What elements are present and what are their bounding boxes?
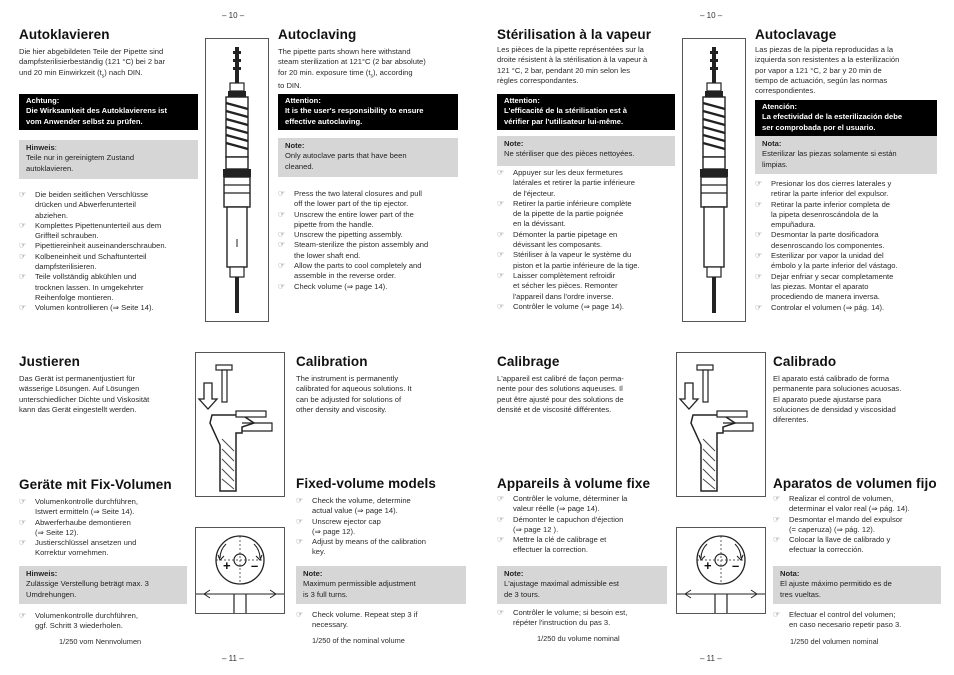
list-item: ☞ Stériliser à la vapeur le système du piston et la partie inférieure de la tige.: [497, 250, 640, 270]
list-item: ☞ Volumen kontrollieren (⇒ Seite 14).: [19, 303, 154, 313]
list-item: ☞ Laisser complètement refroidir et sécher les pièces. Remonter l'appareil dans l'ordre inverse.: [497, 270, 618, 301]
hand-pointer-icon: ☞: [278, 261, 286, 271]
section-title: Appareils à volume fixe: [497, 476, 651, 491]
note-box: Note: L'ajustage maximal admissible est de 3 tours.: [497, 566, 667, 604]
hand-pointer-icon: ☞: [497, 229, 505, 239]
list-item: ☞ Volumenkontrolle durchführen, ggf. Schritt 3 wiederholen.: [19, 611, 139, 631]
hand-pointer-icon: ☞: [773, 610, 781, 619]
hand-pointer-icon: ☞: [497, 168, 505, 177]
list-item: ☞ Contrôler le volume (⇒ page 14).: [497, 301, 625, 311]
minus-label: –: [732, 558, 740, 573]
section-title: Stérilisation à la vapeur: [497, 27, 652, 42]
hand-pointer-icon: ☞: [19, 517, 27, 527]
minus-label: –: [251, 558, 259, 573]
hand-pointer-icon: ☞: [19, 497, 27, 506]
list-item: ☞ Démonter la partie pipetage en dévissant les composants.: [497, 229, 618, 250]
footnote: 1/250 du volume nominal: [537, 634, 620, 643]
hand-pointer-icon: ☞: [278, 189, 286, 198]
calibration-text: The instrument is permanently calibrated for aqueous solutions. It can be adjusted for solutions of other density and viscosity.: [296, 374, 412, 414]
page-number: – 10 –: [700, 11, 723, 20]
list-item: ☞ Adjust by means of the calibration key.: [296, 537, 426, 557]
hand-pointer-icon: ☞: [755, 199, 763, 209]
hand-pointer-icon: ☞: [19, 190, 27, 199]
warning-box: Atención: La efectividad de la esterilización debe ser comprobada por el usuario.: [755, 100, 937, 136]
calibration-figure: [195, 352, 285, 497]
section-title: Autoclaving: [278, 27, 357, 42]
step-list: [278, 189, 463, 292]
list-item: ☞ Volumenkontrolle durchführen, Istwert ermitteln (⇒ Seite 14).: [19, 497, 139, 517]
list-item: ☞ Unscrew the pipetting assembly.: [278, 230, 403, 240]
list-item: ☞ Justierschlüssel ansetzen und Korrektur vornehmen.: [19, 538, 137, 558]
list-item: ☞ Démonter le capuchon d'éjection (⇒ page 12 ).: [497, 514, 624, 534]
list-item: ☞ Esterilizar por vapor la unidad del émbolo y la parte inferior del vástago.: [755, 251, 898, 271]
list-item: ☞ Presionar los dos cierres laterales y retirar la parte inferior del expulsor.: [755, 179, 892, 199]
list-item: ☞ Dejar enfriar y secar completamente las piezas. Montar el aparato procediendo de manera inversa.: [755, 271, 894, 302]
warning-box: Achtung: Die Wirksamkeit des Autoklavierens ist vom Anwender selbst zu prüfen.: [19, 94, 198, 130]
hand-pointer-icon: ☞: [497, 270, 505, 280]
note-box: Nota: El ajuste máximo permitido es de tres vueltas.: [773, 566, 941, 604]
list-item: ☞ Colocar la llave de calibrado y efectuar la corrección.: [773, 535, 891, 555]
hand-pointer-icon: ☞: [278, 240, 286, 250]
intro-text: The pipette parts shown here withstand steam sterilization at 121°C (2 bar absolute) for 20 min. exposure time $(t_s)$, according to DIN.: [278, 47, 426, 91]
hand-pointer-icon: ☞: [296, 516, 304, 526]
calibration-text: Das Gerät ist permanentjustiert für wässerige Lösungen. Auf Lösungen unterschiedlicher Dichte und Viskosität kann das Gerät eingestellt werden.: [19, 374, 150, 414]
hand-pointer-icon: ☞: [19, 241, 27, 251]
list-item: ☞ Unscrew the entire lower part of the pipette from the handle.: [278, 209, 414, 229]
step-list: [19, 190, 199, 314]
section-title: Aparatos de volumen fijo: [773, 476, 937, 491]
intro-text: Las piezas de la pipeta reproducidas a la izquierda son resistentes a la esterilización por vapor a 121 °C, 2 bar y 20 min de tiempo de actuación, según las normas correspondientes.: [755, 45, 900, 96]
hand-pointer-icon: ☞: [497, 494, 505, 503]
hand-pointer-icon: ☞: [278, 230, 286, 240]
section-title: Calibration: [296, 354, 368, 369]
footnote: 1/250 of the nominal volume: [312, 636, 405, 645]
step-list: [296, 610, 476, 631]
step-list: [296, 496, 476, 558]
intro-text: Les pièces de la pipette représentées sur la droite résistent à la stérilisation à la vapeur à 121 °C, 2 bar, pendant 20 min selon les règles correspondantes.: [497, 45, 648, 85]
list-item: ☞ Desmontar el mando del expulsor (= caperuza) (⇒ pág. 12).: [773, 514, 903, 534]
list-item: ☞ Check volume (⇒ page 14).: [278, 281, 388, 291]
step-list: [19, 611, 199, 632]
hand-pointer-icon: ☞: [296, 610, 304, 619]
list-item: ☞ Allow the parts to cool completely and assemble in the reverse order.: [278, 261, 422, 281]
page-number: – 11 –: [222, 654, 244, 663]
hand-pointer-icon: ☞: [497, 198, 505, 208]
hand-pointer-icon: ☞: [755, 230, 763, 240]
section-title: Calibrado: [773, 354, 837, 369]
hand-pointer-icon: ☞: [497, 301, 505, 311]
list-item: ☞ Contrôler le volume, déterminer la valeur réelle (⇒ page 14).: [497, 494, 628, 514]
step-list: [497, 168, 677, 312]
list-item: ☞ Realizar el control de volumen, determinar el valor real (⇒ pág. 14).: [773, 494, 910, 514]
intro-text: Die hier abgebildeten Teile der Pipette sind dampfsterilisierbeständig (121 °C) bei 2 bar und 20 min Einwirkzeit $(t_s)$ nach DIN.: [19, 47, 166, 80]
section-title: Justieren: [19, 354, 80, 369]
plus-label: +: [704, 558, 712, 573]
hand-pointer-icon: ☞: [773, 494, 781, 503]
list-item: ☞ Teile vollständig abkühlen und trocknen lassen. In umgekehrter Reihenfolge montieren.: [19, 272, 144, 302]
section-title: Autoklavieren: [19, 27, 110, 42]
hand-pointer-icon: ☞: [755, 302, 763, 312]
hand-pointer-icon: ☞: [19, 272, 27, 282]
calibration-text: El aparato está calibrado de forma permanente para soluciones acuosas. El aparato puede ajustarse para soluciones de densidad y viscosidad diferentes.: [773, 374, 902, 425]
adjustment-figure: [195, 527, 285, 614]
note-box: Note: Only autoclave parts that have been cleaned.: [278, 138, 458, 177]
hand-pointer-icon: ☞: [19, 611, 27, 620]
hand-pointer-icon: ☞: [296, 496, 304, 505]
hand-pointer-icon: ☞: [497, 250, 505, 260]
hand-pointer-icon: ☞: [773, 535, 781, 545]
hand-pointer-icon: ☞: [19, 303, 27, 313]
note-box: Hinweis: Teile nur in gereinigtem Zustand autoklavieren.: [19, 140, 198, 179]
pipette-parts-figure: [682, 38, 746, 322]
hand-pointer-icon: ☞: [773, 514, 781, 524]
page-number: – 11 –: [700, 654, 722, 663]
hand-pointer-icon: ☞: [497, 535, 505, 545]
note-box: Note: Ne stériliser que des pièces nettoyées.: [497, 136, 675, 166]
list-item: ☞ Retirer la partie inférieure complète de la pipette de la partie poignée en la dévissant.: [497, 198, 632, 229]
note-box: Note: Maximum permissible adjustment is 3 full turns.: [296, 566, 466, 604]
hand-pointer-icon: ☞: [19, 538, 27, 548]
list-item: ☞ Komplettes Pipettenunterteil aus dem Griffteil schrauben.: [19, 220, 162, 241]
section-title: Fixed-volume models: [296, 476, 436, 491]
hand-pointer-icon: ☞: [19, 220, 27, 230]
list-item: ☞ Contrôler le volume; si besoin est, répéter l'instruction du pas 3.: [497, 608, 628, 628]
list-item: ☞ Steam-sterilize the piston assembly and the lower shaft end.: [278, 240, 429, 260]
step-list: [497, 608, 677, 629]
list-item: ☞ Desmontar la parte dosificadora desenroscando los componentes.: [755, 230, 885, 250]
list-item: ☞ Mettre la clé de calibrage et effectuer la correction.: [497, 535, 607, 555]
calibration-text: L'appareil est calibré de façon perma- nente pour des solutions aqueuses. Il peut être ajusté pour des solutions de densité et de viscosité différentes.: [497, 374, 624, 414]
list-item: ☞ Controlar el volumen (⇒ pág. 14).: [755, 302, 885, 312]
step-list: [497, 494, 677, 556]
list-item: ☞ Die beiden seitlichen Verschlüsse drücken und Abwerferunterteil abziehen.: [19, 190, 149, 220]
warning-box: Attention: L'efficacité de la stérilisation est à vérifier par l'utilisateur lui-même.: [497, 94, 675, 130]
list-item: ☞ Press the two lateral closures and pull off the lower part of the tip ejector.: [278, 189, 422, 209]
section-title: Geräte mit Fix-Volumen: [19, 477, 172, 492]
hand-pointer-icon: ☞: [755, 271, 763, 281]
hand-pointer-icon: ☞: [497, 608, 505, 617]
list-item: ☞ Kolbeneinheit und Schaftunterteil dampfsterilisieren.: [19, 251, 147, 272]
section-title: Calibrage: [497, 354, 560, 369]
hand-pointer-icon: ☞: [19, 251, 27, 261]
list-item: ☞ Retirar la parte inferior completa de la pipeta desenroscándola de la empuñadura.: [755, 199, 891, 230]
warning-box: Attention: It is the user's responsibility to ensure effective autoclaving.: [278, 94, 458, 130]
page-number: – 10 –: [222, 11, 245, 20]
hand-pointer-icon: ☞: [278, 281, 286, 291]
step-list: [19, 497, 194, 559]
list-item: ☞ Abwerferhaube demontieren (⇒ Seite 12).: [19, 517, 131, 537]
note-box: Nota: Esterilizar las piezas solamente si están limpias.: [755, 136, 937, 174]
list-item: ☞ Appuyer sur les deux fermetures latérales et retirer la partie inférieure de l'éjecteur.: [497, 168, 635, 198]
list-item: ☞ Efectuar el control del volumen; en caso necesario repetir paso 3.: [773, 610, 902, 630]
section-title: Autoclavage: [755, 27, 837, 42]
step-list: [773, 610, 945, 631]
step-list: [773, 494, 945, 556]
calibration-figure: [676, 352, 766, 497]
note-box: Hinweis: Zulässige Verstellung beträgt max. 3 Umdrehungen.: [19, 566, 187, 604]
plus-label: +: [223, 558, 231, 573]
hand-pointer-icon: ☞: [497, 514, 505, 524]
adjustment-figure: [676, 527, 766, 614]
hand-pointer-icon: ☞: [296, 537, 304, 547]
list-item: ☞ Unscrew ejector cap (⇒ page 12).: [296, 516, 381, 536]
hand-pointer-icon: ☞: [755, 251, 763, 261]
step-list: [755, 179, 940, 313]
hand-pointer-icon: ☞: [755, 179, 763, 188]
footnote: 1/250 vom Nennvolumen: [59, 637, 142, 646]
list-item: ☞ Check volume. Repeat step 3 if necessary.: [296, 610, 418, 630]
pipette-parts-figure: [205, 38, 269, 322]
list-item: ☞ Check the volume, determine actual value (⇒ page 14).: [296, 496, 411, 516]
footnote: 1/250 del volumen nominal: [790, 637, 879, 646]
list-item: ☞ Pipettiereinheit auseinanderschrauben.: [19, 241, 167, 251]
hand-pointer-icon: ☞: [278, 209, 286, 219]
